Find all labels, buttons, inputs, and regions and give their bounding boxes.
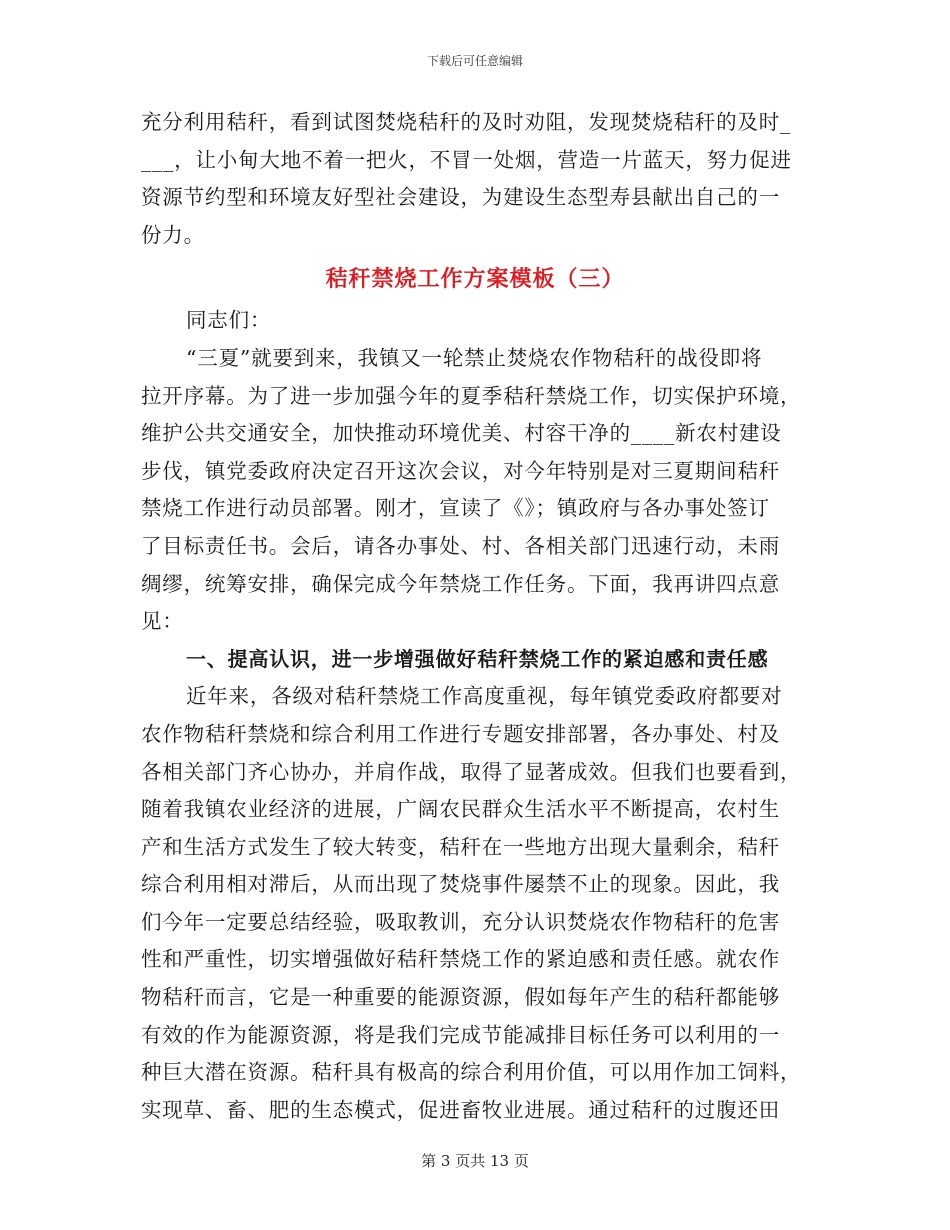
paragraph-1 — [141, 104, 809, 254]
text-line: 资源节约型和环境友好型社会建设，为建设生态型寿县献出自己的一 — [141, 185, 780, 210]
text-line: 实现草、畜、肥的生态模式，促进畜牧业进展。通过秸秆的过腹还田 — [141, 1097, 780, 1122]
text-line: 拉开序幕。为了进一步加强今年的夏季秸秆禁烧工作，切实保护环境， — [141, 383, 802, 408]
paragraph-2 — [141, 340, 809, 641]
text-line: 维护公共交通安全，加快推动环境优美、村容干净的____新农村建设 — [141, 421, 782, 446]
paragraph-3 — [141, 678, 809, 1129]
text-line: 综合利用相对滞后，从而出现了焚烧事件屡禁不止的现象。因此，我 — [141, 872, 780, 897]
greeting: 同志们： — [186, 308, 272, 333]
text-line: “三夏”就要到来，我镇又一轮禁止焚烧农作物秸秆的战役即将 — [186, 345, 763, 370]
text-line: 见： — [141, 609, 184, 634]
text-line: 随着我镇农业经济的进展，广阔农民群众生活水平不断提高，农村生 — [141, 797, 780, 822]
text-line: 有效的作为能源资源，将是我们完成节能减排目标任务可以利用的一 — [141, 1022, 780, 1047]
text-line: 近年来，各级对秸秆禁烧工作高度重视，每年镇党委政府都要对 — [186, 684, 783, 709]
text-line: 了目标责任书。会后，请各办事处、村、各相关部门迅速行动，未雨 — [141, 533, 780, 558]
text-line: 步伐，镇党委政府决定召开这次会议，对今年特别是对三夏期间秸秆 — [141, 458, 780, 483]
page-number: 第 3 页共 13 页 — [421, 1152, 529, 1170]
text-line: 性和严重性，切实增强做好秸秆禁烧工作的紧迫感和责任感。就农作 — [141, 947, 780, 972]
text-line: 绸缪，统筹安排，确保完成今年禁烧工作任务。下面，我再讲四点意 — [141, 571, 780, 596]
text-line: 份力。 — [141, 222, 205, 247]
text-line: 充分利用秸秆，看到试图焚烧秸秆的及时劝阻，发现焚烧秸秆的及时_ — [141, 110, 792, 134]
text-line: 各相关部门齐心协办，并肩作战，取得了显著成效。但我们也要看到， — [141, 759, 802, 784]
document-title: 秸秆禁烧工作方案模板（三） — [325, 266, 625, 293]
text-line: 种巨大潜在资源。秸秆具有极高的综合利用价值，可以用作加工饲料， — [141, 1060, 802, 1085]
section-heading: 一、提高认识，进一步增强做好秸秆禁烧工作的紧迫感和责任感 — [186, 646, 769, 671]
text-line: 物秸秆而言，它是一种重要的能源资源，假如每年产生的秸秆都能够 — [141, 985, 780, 1010]
text-line: 们今年一定要总结经验，吸取教训，充分认识焚烧农作物秸秆的危害 — [141, 909, 780, 934]
text-line: ___，让小甸大地不着一把火，不冒一处烟，营造一片蓝天，努力促进 — [141, 147, 792, 172]
text-line: 产和生活方式发生了较大转变，秸秆在一些地方出现大量剩余，秸秆 — [141, 834, 780, 859]
page-header: 下载后可任意编辑 — [426, 54, 523, 68]
document-body — [141, 104, 809, 1129]
text-line: 农作物秸秆禁烧和综合利用工作进行专题安排部署，各办事处、村及 — [141, 721, 780, 746]
text-line: 禁烧工作进行动员部署。刚才，宣读了《》；镇政府与各办事处签订 — [141, 496, 770, 521]
